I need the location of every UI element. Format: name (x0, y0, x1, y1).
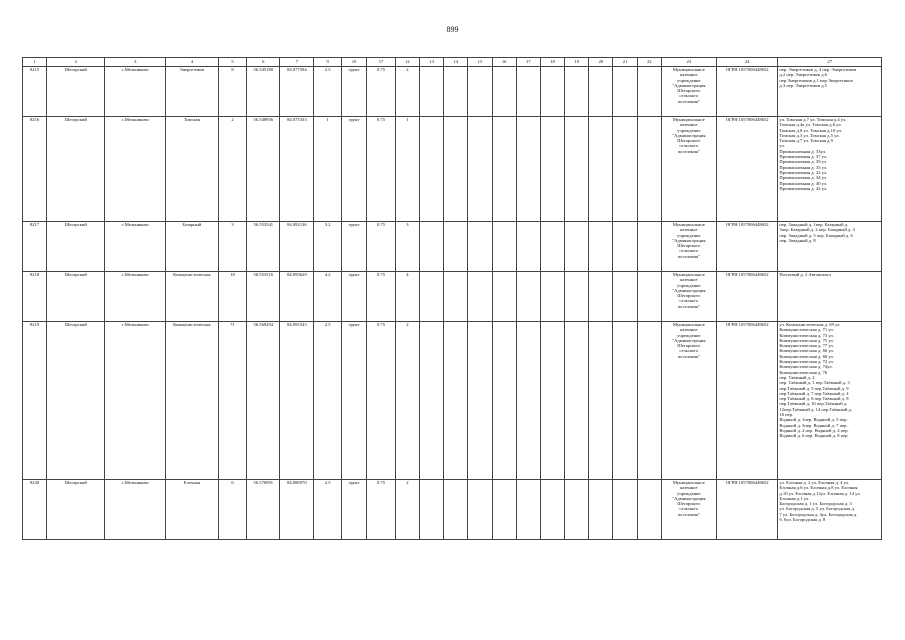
district-cell: Шегарский (47, 322, 105, 480)
volume-cell: 0.75 (367, 67, 396, 117)
empty-cell (613, 322, 637, 480)
empty-cell (637, 480, 661, 540)
empty-cell (468, 117, 492, 222)
row-id: 8217 (23, 222, 47, 272)
empty-cell (565, 67, 589, 117)
empty-cell (419, 322, 443, 480)
row-id: 8220 (23, 480, 47, 540)
empty-cell (492, 222, 516, 272)
empty-cell (468, 322, 492, 480)
empty-cell (419, 480, 443, 540)
addresses-cell: ул. Елочная д. 2 ул. Елочная д. 4 ул. Елочная д.6 ул. Елочная д.8 ул. Елочная д.10 ул. Елочная д.12ул. Елочная д. 14 ул. Елочная д.1 ул. Богородская д. 1 ул. Богородская д. 3 ул. Богородская д. 5 ул. Богородская д. 7 ул. Богородская д. 4ул. Богородская д. б. 6ул. Богородская д. 8 (778, 480, 882, 540)
container-count-cell: 2 (395, 480, 419, 540)
volume-cell: 0.75 (367, 480, 396, 540)
house-number-cell: 2 (218, 117, 247, 222)
locality-cell: с.Мельниково (105, 322, 165, 480)
owner-cell: Муниципальное казенное учреждение "Администрация Шегарского сельского поселения" (661, 480, 716, 540)
house-number-cell: 8 (218, 67, 247, 117)
empty-cell (565, 272, 589, 322)
house-number-cell: 6 (218, 480, 247, 540)
column-number: 7 (280, 58, 314, 67)
column-number: 13 (419, 58, 443, 67)
empty-cell (540, 117, 564, 222)
addresses-cell: ул. Томская д.7 ул. Томская д.4 ул. Томская д.4а ул. Томская д.6 ул. Томская д.8 ул. Томская д.10 ул. Томская д.3 ул. Томская д.5 ул. Томская д.7 ул. Томская д.9 ул. Промышленная д. 33ул. Промышленная д. 37 ул. Промышленная д. 39 ул. Промышленная д. 35 ул. Промышленная д. 32 ул. Промышленная д. 34 ул. Промышленная д. 40 ул. Промышленная д. 42 ул. (778, 117, 882, 222)
locality-cell: с.Мельниково (105, 67, 165, 117)
empty-cell (516, 222, 540, 272)
latitude-cell: 56.569294 (247, 322, 280, 480)
empty-cell (637, 117, 661, 222)
empty-cell (444, 222, 468, 272)
ogrn-cell: ОГРН 1057006448652 (716, 322, 778, 480)
empty-cell (419, 117, 443, 222)
surface-cell: грунт (341, 222, 366, 272)
empty-cell (468, 272, 492, 322)
column-number: 19 (565, 58, 589, 67)
column-number: 22 (637, 58, 661, 67)
empty-cell (492, 67, 516, 117)
area-cell: 2.5 (314, 480, 341, 540)
area-cell: 2.5 (314, 67, 341, 117)
empty-cell (444, 272, 468, 322)
longitude-cell: 84.075333 (280, 117, 314, 222)
empty-cell (444, 117, 468, 222)
district-cell: Шегарский (47, 117, 105, 222)
latitude-cell: 56.576991 (247, 480, 280, 540)
column-number: 4 (165, 58, 218, 67)
column-number: 6 (247, 58, 280, 67)
empty-cell (419, 272, 443, 322)
container-count-cell: 2 (395, 67, 419, 117)
latitude-cell: 56.553541 (247, 222, 280, 272)
district-cell: Шегарский (47, 272, 105, 322)
longitude-cell: 84.086970 (280, 480, 314, 540)
row-id: 8215 (23, 67, 47, 117)
column-number: 17 (516, 58, 540, 67)
empty-cell (468, 67, 492, 117)
empty-cell (444, 322, 468, 480)
owner-cell: Муниципальное казенное учреждение "Администрация Шегарского сельского поселения" (661, 222, 716, 272)
empty-cell (565, 480, 589, 540)
column-number: 16 (492, 58, 516, 67)
table-row (23, 322, 882, 480)
area-cell: 2.5 (314, 322, 341, 480)
ogrn-cell: ОГРН 1057006448652 (716, 272, 778, 322)
column-number: 15 (468, 58, 492, 67)
surface-cell: грунт (341, 117, 366, 222)
empty-cell (613, 272, 637, 322)
empty-cell (516, 67, 540, 117)
container-count-cell: 3 (395, 222, 419, 272)
column-number: 10 (341, 58, 366, 67)
empty-cell (419, 67, 443, 117)
column-number: 2 (47, 58, 105, 67)
volume-cell: 0.75 (367, 117, 396, 222)
street-cell: Елочная (165, 480, 218, 540)
empty-cell (613, 480, 637, 540)
empty-cell (492, 117, 516, 222)
empty-cell (540, 222, 564, 272)
empty-cell (637, 272, 661, 322)
ogrn-cell: ОГРН 1057006448652 (716, 117, 778, 222)
header-row (23, 58, 882, 67)
empty-cell (565, 322, 589, 480)
column-number: 5 (218, 58, 247, 67)
empty-cell (589, 480, 613, 540)
empty-cell (637, 67, 661, 117)
ogrn-cell: ОГРН 1057006448652 (716, 480, 778, 540)
container-count-cell: 1 (395, 117, 419, 222)
table-row (23, 272, 882, 322)
column-number: 21 (613, 58, 637, 67)
ogrn-cell: ОГРН 1057006448652 (716, 67, 778, 117)
empty-cell (565, 222, 589, 272)
longitude-cell: 84.095343 (280, 322, 314, 480)
locality-cell: с.Мельниково (105, 222, 165, 272)
area-cell: 4.2 (314, 272, 341, 322)
longitude-cell: 84.092136 (280, 222, 314, 272)
table-row (23, 480, 882, 540)
latitude-cell: 56.548956 (247, 117, 280, 222)
addresses-cell: пер. Энергетиков д. 4 пер. Энергетиков д.2 пер. Энергетиков д.6 пер.Энергетиков д.1 пер.Энергетиков д.3 пер. Энергетиков д.5 (778, 67, 882, 117)
volume-cell: 0.75 (367, 322, 396, 480)
empty-cell (492, 480, 516, 540)
column-number: 20 (589, 58, 613, 67)
house-number-cell: 3 (218, 222, 247, 272)
row-id: 8216 (23, 117, 47, 222)
empty-cell (589, 272, 613, 322)
container-count-cell: 4 (395, 272, 419, 322)
locality-cell: с.Мельниково (105, 480, 165, 540)
volume-cell: 0.75 (367, 272, 396, 322)
street-cell: Коммунистическая (165, 322, 218, 480)
empty-cell (516, 480, 540, 540)
owner-cell: Муниципальное казенное учреждение "Администрация Шегарского сельского поселения" (661, 272, 716, 322)
empty-cell (492, 272, 516, 322)
column-number: 1 (23, 58, 47, 67)
street-cell: Томская (165, 117, 218, 222)
column-number: 27 (778, 58, 882, 67)
table-row (23, 222, 882, 272)
empty-cell (540, 272, 564, 322)
addresses-cell: пер. Западный д. 1пер. Базарный д. 3пер. Базарный д. 2 пер. Базарный д. 4 пер. Западный д. 5 пер. Базарный д. 6 пер. Западный д. 8 (778, 222, 882, 272)
addresses-cell: Почтовый д. 2 Автовокзал (778, 272, 882, 322)
empty-cell (516, 272, 540, 322)
longitude-cell: 84.093629 (280, 272, 314, 322)
column-number: 17 (367, 58, 396, 67)
column-number: 14 (444, 58, 468, 67)
empty-cell (589, 67, 613, 117)
empty-cell (516, 117, 540, 222)
empty-cell (589, 222, 613, 272)
longitude-cell: 84.077594 (280, 67, 314, 117)
empty-cell (444, 480, 468, 540)
house-number-cell: 71 (218, 322, 247, 480)
latitude-cell: 56.545180 (247, 67, 280, 117)
empty-cell (565, 117, 589, 222)
district-cell: Шегарский (47, 480, 105, 540)
column-number: 18 (540, 58, 564, 67)
owner-cell: Муниципальное казенное учреждение "Администрация Шегарского сельского поселения" (661, 322, 716, 480)
row-id: 8219 (23, 322, 47, 480)
empty-cell (589, 322, 613, 480)
district-cell: Шегарский (47, 222, 105, 272)
surface-cell: грунт (341, 272, 366, 322)
column-number: 24 (716, 58, 778, 67)
street-cell: Энергетиков (165, 67, 218, 117)
column-number: 9 (314, 58, 341, 67)
empty-cell (492, 322, 516, 480)
latitude-cell: 56.553516 (247, 272, 280, 322)
surface-cell: грунт (341, 67, 366, 117)
area-cell: 1 (314, 117, 341, 222)
volume-cell: 0.75 (367, 222, 396, 272)
empty-cell (613, 67, 637, 117)
page-number: 899 (446, 25, 459, 34)
empty-cell (540, 480, 564, 540)
district-cell: Шегарский (47, 67, 105, 117)
empty-cell (468, 222, 492, 272)
ogrn-cell: ОГРН 1057006448652 (716, 222, 778, 272)
table-row (23, 117, 882, 222)
surface-cell: грунт (341, 480, 366, 540)
street-cell: Коммунистическая (165, 272, 218, 322)
column-number: 3 (105, 58, 165, 67)
column-number: 12 (395, 58, 419, 67)
house-number-cell: 18 (218, 272, 247, 322)
addresses-cell: ул. Коммунистическая д. 69 ул. Коммунистическая д. 71 ул. Коммунистическая д. 73 ул. Коммунистическая д. 75 ул. Коммунистическая д. 77 ул. Коммунистическая д. 66 ул. Коммунистическая д. 68 ул. Коммунистическая д. 72 ул. Коммунистическая д. 74ул. Коммунистическая д. 76 пер. Таёжный д. 2 пер. Таёжный д. 1 пер.Таёжный д. 3 пер.Таёжный д. 5 пер.Таёжный д. 9 пер.Таёжный д. 7 пер.Таёжный д. 4 пер.Таёжный д. 6 пер.Таёжный д. 8 пер.Таёжный д. 10 пер.Таёжный д. 12пер.Таёжный д. 14 пер.Таёжный д. 16 пер. Водяной д. 1пер. Водяной д. 5 пер. Водяной д. 3пер. Водяной д. 7 пер. Водяной д. 2 пер. Водяной д. 4 пер. Водяной д. 6 пер. Водяной д. 8 пер. (778, 322, 882, 480)
owner-cell: Муниципальное казенное учреждение "Администрация Шегарского сельского поселения" (661, 67, 716, 117)
empty-cell (613, 117, 637, 222)
empty-cell (516, 322, 540, 480)
column-number: 23 (661, 58, 716, 67)
registry-table (22, 57, 882, 540)
owner-cell: Муниципальное казенное учреждение "Администрация Шегарского сельского поселения" (661, 117, 716, 222)
empty-cell (540, 67, 564, 117)
locality-cell: с.Мельниково (105, 272, 165, 322)
empty-cell (637, 222, 661, 272)
area-cell: 3.2 (314, 222, 341, 272)
street-cell: Базарный (165, 222, 218, 272)
table-row (23, 67, 882, 117)
empty-cell (468, 480, 492, 540)
empty-cell (444, 67, 468, 117)
empty-cell (419, 222, 443, 272)
empty-cell (589, 117, 613, 222)
container-count-cell: 2 (395, 322, 419, 480)
empty-cell (637, 322, 661, 480)
row-id: 8218 (23, 272, 47, 322)
locality-cell: с.Мельниково (105, 117, 165, 222)
empty-cell (613, 222, 637, 272)
surface-cell: грунт (341, 322, 366, 480)
empty-cell (540, 322, 564, 480)
